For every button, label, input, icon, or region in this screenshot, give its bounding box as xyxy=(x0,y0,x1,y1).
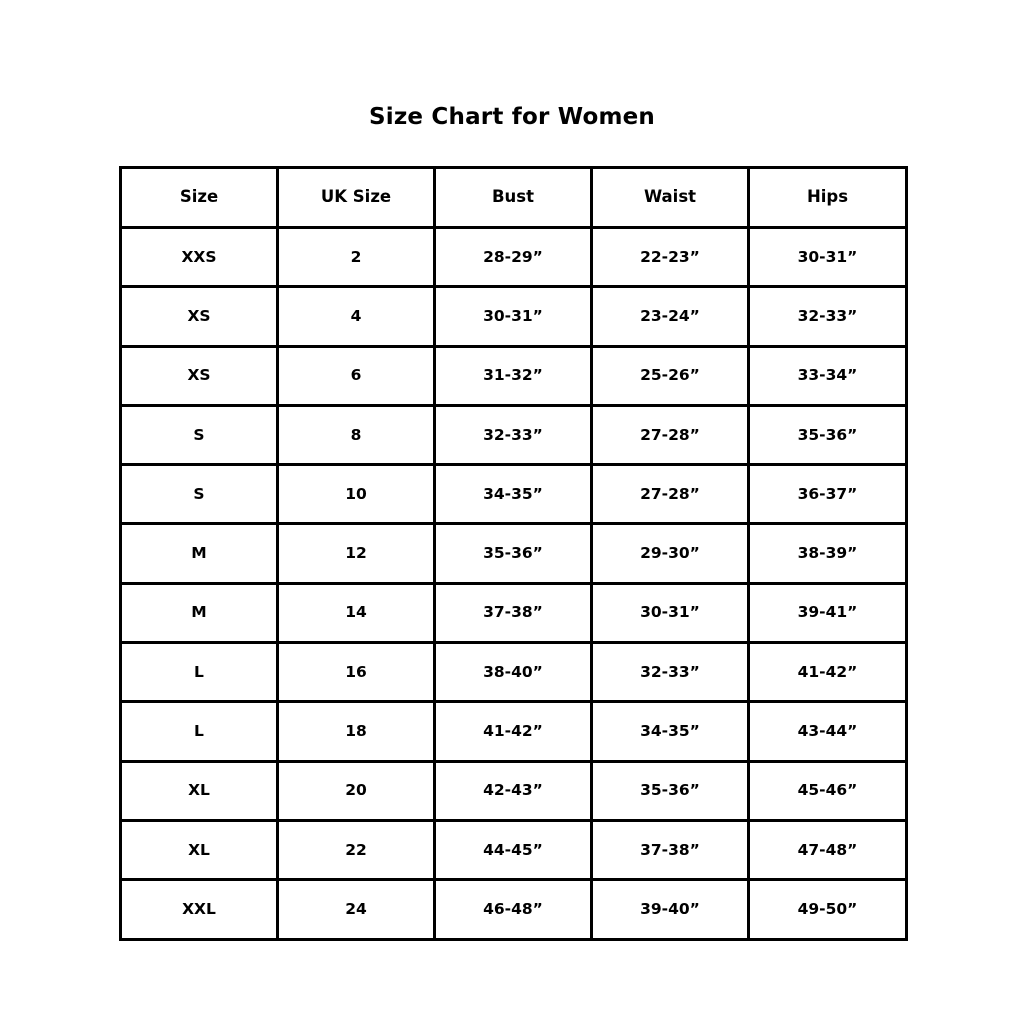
cell-bust: 44-45” xyxy=(435,820,592,879)
table-body xyxy=(121,228,907,940)
column-header-uk-size: UK Size xyxy=(278,168,435,228)
cell-waist: 37-38” xyxy=(592,820,749,879)
cell-uk-size: 2 xyxy=(278,228,435,287)
table-header xyxy=(121,168,907,228)
table-row xyxy=(121,643,907,702)
column-header-bust: Bust xyxy=(435,168,592,228)
cell-hips: 47-48” xyxy=(749,820,907,879)
cell-size: XS xyxy=(121,287,278,346)
cell-uk-size: 4 xyxy=(278,287,435,346)
cell-waist: 39-40” xyxy=(592,880,749,939)
cell-waist: 27-28” xyxy=(592,465,749,524)
cell-hips: 35-36” xyxy=(749,405,907,464)
cell-bust: 42-43” xyxy=(435,761,592,820)
cell-size: XL xyxy=(121,761,278,820)
cell-hips: 36-37” xyxy=(749,465,907,524)
cell-hips: 30-31” xyxy=(749,228,907,287)
cell-size: XXS xyxy=(121,228,278,287)
cell-size: XS xyxy=(121,346,278,405)
size-chart-table-wrapper xyxy=(119,166,905,941)
cell-bust: 31-32” xyxy=(435,346,592,405)
cell-hips: 32-33” xyxy=(749,287,907,346)
cell-bust: 35-36” xyxy=(435,524,592,583)
cell-size: S xyxy=(121,405,278,464)
table-row xyxy=(121,702,907,761)
cell-uk-size: 6 xyxy=(278,346,435,405)
page-title: Size Chart for Women xyxy=(368,104,655,130)
cell-bust: 28-29” xyxy=(435,228,592,287)
table-row xyxy=(121,465,907,524)
cell-hips: 41-42” xyxy=(749,643,907,702)
cell-uk-size: 22 xyxy=(278,820,435,879)
cell-uk-size: 10 xyxy=(278,465,435,524)
cell-bust: 37-38” xyxy=(435,583,592,642)
cell-size: M xyxy=(121,524,278,583)
table-row xyxy=(121,524,907,583)
cell-bust: 30-31” xyxy=(435,287,592,346)
column-header-hips: Hips xyxy=(749,168,907,228)
table-row xyxy=(121,228,907,287)
cell-waist: 30-31” xyxy=(592,583,749,642)
cell-bust: 41-42” xyxy=(435,702,592,761)
column-header-waist: Waist xyxy=(592,168,749,228)
table-row xyxy=(121,761,907,820)
table-header-row xyxy=(121,168,907,228)
table-row xyxy=(121,880,907,939)
cell-uk-size: 16 xyxy=(278,643,435,702)
table-row xyxy=(121,346,907,405)
cell-hips: 49-50” xyxy=(749,880,907,939)
cell-waist: 32-33” xyxy=(592,643,749,702)
cell-waist: 27-28” xyxy=(592,405,749,464)
table-row xyxy=(121,820,907,879)
table-row xyxy=(121,287,907,346)
cell-hips: 43-44” xyxy=(749,702,907,761)
cell-waist: 23-24” xyxy=(592,287,749,346)
cell-uk-size: 14 xyxy=(278,583,435,642)
cell-size: L xyxy=(121,643,278,702)
cell-uk-size: 20 xyxy=(278,761,435,820)
cell-waist: 25-26” xyxy=(592,346,749,405)
cell-size: XL xyxy=(121,820,278,879)
cell-uk-size: 12 xyxy=(278,524,435,583)
table-row xyxy=(121,583,907,642)
cell-bust: 34-35” xyxy=(435,465,592,524)
cell-size: M xyxy=(121,583,278,642)
cell-size: XXL xyxy=(121,880,278,939)
cell-hips: 38-39” xyxy=(749,524,907,583)
cell-hips: 45-46” xyxy=(749,761,907,820)
cell-uk-size: 24 xyxy=(278,880,435,939)
cell-bust: 46-48” xyxy=(435,880,592,939)
cell-uk-size: 8 xyxy=(278,405,435,464)
cell-waist: 35-36” xyxy=(592,761,749,820)
cell-waist: 29-30” xyxy=(592,524,749,583)
cell-bust: 38-40” xyxy=(435,643,592,702)
cell-size: S xyxy=(121,465,278,524)
cell-waist: 22-23” xyxy=(592,228,749,287)
cell-size: L xyxy=(121,702,278,761)
cell-bust: 32-33” xyxy=(435,405,592,464)
column-header-size: Size xyxy=(121,168,278,228)
cell-waist: 34-35” xyxy=(592,702,749,761)
size-chart-table xyxy=(119,166,908,941)
cell-hips: 39-41” xyxy=(749,583,907,642)
cell-hips: 33-34” xyxy=(749,346,907,405)
table-row xyxy=(121,405,907,464)
cell-uk-size: 18 xyxy=(278,702,435,761)
